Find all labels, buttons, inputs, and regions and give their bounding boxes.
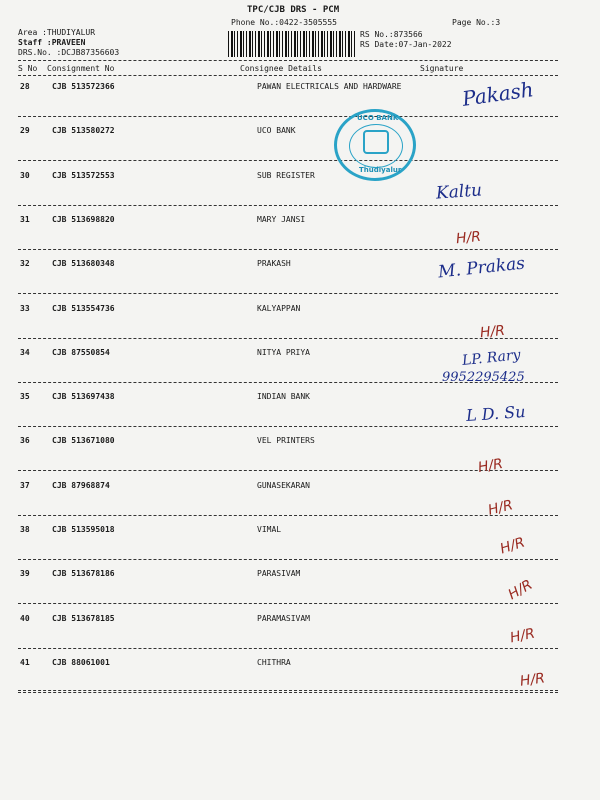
row-divider: [18, 603, 558, 604]
row-consignee: PARASIVAM: [257, 569, 301, 578]
document-title: TPC/CJB DRS - PCM: [247, 5, 340, 15]
row-divider: [18, 515, 558, 516]
col-signature: Signature: [420, 64, 464, 73]
row-divider: [18, 249, 558, 250]
hr-mark-40: H/R: [508, 625, 537, 647]
barcode: [228, 31, 356, 57]
row-sno: 28: [20, 82, 30, 91]
row-divider: [18, 338, 558, 339]
row-consignment: CJB 513595018: [52, 525, 115, 534]
row-sno: 31: [20, 215, 30, 224]
hr-mark-38: H/R: [498, 534, 527, 558]
row-consignee: SUB REGISTER: [257, 171, 315, 180]
row-consignee: NITYA PRIYA: [257, 348, 310, 357]
row-sno: 32: [20, 259, 30, 268]
phone-number: Phone No.:0422-3505555: [231, 18, 337, 27]
area-label: Area :THUDIYALUR: [18, 28, 96, 37]
row-sno: 36: [20, 436, 30, 445]
row-consignee: PRAKASH: [257, 259, 291, 268]
col-sno: S No: [18, 64, 38, 73]
row-divider: [18, 205, 558, 206]
divider: [18, 60, 558, 61]
row-sno: 33: [20, 304, 30, 313]
rs-date: RS Date:07-Jan-2022: [360, 40, 452, 49]
row-divider: [18, 470, 558, 471]
row-consignee: VIMAL: [257, 525, 282, 534]
row-sno: 35: [20, 392, 30, 401]
row-divider: [18, 116, 558, 117]
row-sno: 40: [20, 614, 30, 623]
phone-34: 9952295425: [442, 370, 525, 385]
row-sno: 30: [20, 171, 30, 180]
row-consignment: CJB 513554736: [52, 304, 115, 313]
row-consignee: GUNASEKARAN: [257, 481, 310, 490]
hr-mark-37: H/R: [486, 497, 515, 519]
row-consignment: CJB 513572366: [52, 82, 115, 91]
hr-mark-36: H/R: [476, 455, 505, 477]
row-consignment: CJB 87550854: [52, 348, 110, 357]
row-sno: 39: [20, 569, 30, 578]
row-consignment: CJB 513678186: [52, 569, 115, 578]
staff-label: Staff :PRAVEEN: [18, 38, 86, 47]
row-consignment: CJB 513580272: [52, 126, 115, 135]
row-sno: 37: [20, 481, 30, 490]
row-consignee: INDIAN BANK: [257, 392, 310, 401]
signature-34: LP. Rary: [461, 346, 522, 370]
row-divider: [18, 293, 558, 294]
bank-stamp: [334, 109, 416, 181]
drs-number: DRS.No. :DCJB87356603: [18, 48, 120, 57]
col-consignee: Consignee Details: [240, 64, 322, 73]
stamp-bottom-text: Thudiyalur: [359, 166, 402, 174]
bank-logo-icon: [363, 130, 389, 154]
row-divider: [18, 692, 558, 693]
row-consignee: PAWAN ELECTRICALS AND HARDWARE: [257, 82, 402, 91]
signature-28: Pakash: [460, 77, 535, 111]
row-consignment: CJB 513680348: [52, 259, 115, 268]
row-consignment: CJB 513697438: [52, 392, 115, 401]
row-consignee: UCO BANK: [257, 126, 296, 135]
signature-32: M. Prakas: [437, 253, 526, 283]
row-consignee: CHITHRA: [257, 658, 291, 667]
row-divider: [18, 426, 558, 427]
row-consignee: VEL PRINTERS: [257, 436, 315, 445]
row-consignment: CJB 513678185: [52, 614, 115, 623]
row-sno: 41: [20, 658, 30, 667]
row-divider: [18, 648, 558, 649]
row-consignment: CJB 88061001: [52, 658, 110, 667]
page-number: Page No.:3: [452, 18, 501, 27]
hr-mark-39: H/R: [505, 576, 536, 604]
signature-30: Kaltu: [435, 180, 483, 204]
row-consignment: CJB 513671080: [52, 436, 115, 445]
row-sno: 29: [20, 126, 30, 135]
row-consignee: PARAMASIVAM: [257, 614, 310, 623]
signature-35: L D. Su: [465, 401, 526, 426]
divider: [18, 75, 558, 76]
row-divider: [18, 559, 558, 560]
hr-mark-41: H/R: [519, 670, 546, 690]
row-consignment: CJB 513698820: [52, 215, 115, 224]
stamp-top-text: UCO BANK: [357, 114, 399, 122]
hr-mark-33: H/R: [479, 322, 506, 342]
row-sno: 34: [20, 348, 30, 357]
row-divider: [18, 160, 558, 161]
row-consignment: CJB 87968874: [52, 481, 110, 490]
col-consignment: Consignment No: [47, 64, 115, 73]
divider: [18, 690, 558, 691]
rs-number: RS No.:873566: [360, 30, 423, 39]
hr-mark-31: H/R: [455, 228, 482, 248]
row-consignee: MARY JANSI: [257, 215, 306, 224]
row-consignment: CJB 513572553: [52, 171, 115, 180]
row-consignee: KALYAPPAN: [257, 304, 301, 313]
row-sno: 38: [20, 525, 30, 534]
